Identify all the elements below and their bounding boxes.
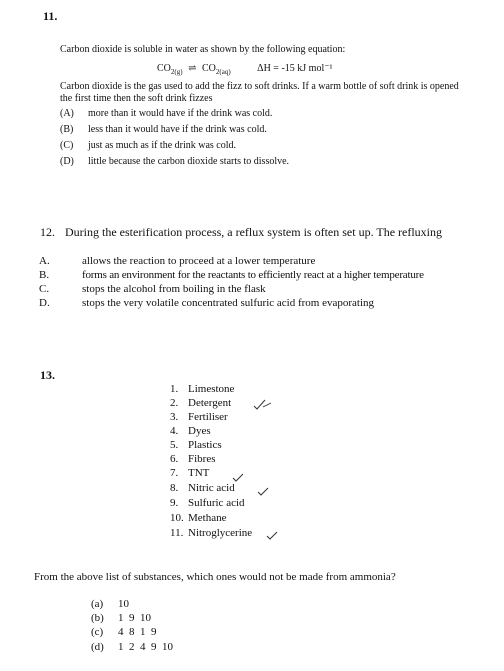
list-number: 5. — [170, 439, 179, 451]
answer-d — [91, 641, 173, 653]
question-11-option-b — [60, 124, 267, 135]
option-text: less than it would have if the drink was cold. — [88, 124, 267, 135]
list-number: 1. — [170, 383, 179, 395]
question-11-option-c — [60, 140, 236, 151]
question-12-option-d — [39, 297, 374, 309]
equation-rhs-state: 2(aq) — [215, 68, 231, 76]
list-number: 8. — [170, 482, 179, 494]
option-letter: (C) — [60, 140, 74, 151]
question-11-option-d — [60, 156, 289, 167]
list-number: 9. — [170, 497, 179, 509]
list-number: 11. — [170, 527, 184, 539]
answer-letter: (b) — [91, 612, 104, 624]
list-item-4 — [170, 425, 211, 437]
list-item-11 — [170, 527, 252, 539]
option-letter: (B) — [60, 124, 74, 135]
list-name: Detergent — [188, 397, 232, 409]
question-12-option-a — [39, 255, 315, 267]
option-text: allows the reaction to proceed at a lower temperature — [82, 255, 316, 267]
answer-letter: (c) — [91, 626, 104, 638]
question-12-stem: During the esterification process, a reflux system is often set up. The refluxing — [65, 225, 443, 239]
list-number: 2. — [170, 397, 179, 409]
list-name: Plastics — [188, 439, 222, 451]
list-item-2 — [170, 397, 231, 409]
answer-text: 1 2 4 9 10 — [118, 641, 173, 653]
list-item-10 — [170, 512, 226, 524]
option-letter: A. — [39, 255, 50, 267]
answer-text: 10 — [118, 598, 129, 610]
option-text: just as much as if the drink was cold. — [88, 140, 237, 151]
option-letter: D. — [39, 297, 50, 309]
answer-letter: (a) — [91, 598, 104, 610]
question-13-prompt: From the above list of substances, which ones would not be made from ammonia? — [34, 571, 396, 583]
question-11-stem-line-2: the first time then the soft drink fizzes — [60, 93, 213, 104]
answer-letter: (d) — [91, 641, 104, 653]
list-item-5 — [170, 439, 222, 451]
question-12-option-b — [39, 269, 424, 281]
list-number: 6. — [170, 453, 179, 465]
list-item-8 — [170, 482, 235, 494]
answer-c — [91, 626, 157, 638]
equation-lhs: CO — [157, 63, 171, 74]
list-name: Limestone — [188, 383, 235, 395]
answer-text: 1 9 10 — [118, 612, 151, 624]
equation-rhs: CO — [201, 63, 216, 74]
option-letter: (D) — [60, 156, 74, 167]
option-text: more than it would have if the drink was cold. — [88, 108, 273, 119]
list-name: TNT — [188, 467, 210, 479]
option-letter: (A) — [60, 108, 74, 119]
list-name: Sulfuric acid — [188, 497, 245, 509]
list-name: Methane — [188, 512, 227, 524]
list-item-1 — [170, 383, 234, 395]
question-11-number: 11. — [43, 9, 58, 23]
option-text: little because the carbon dioxide starts to dissolve. — [88, 156, 290, 167]
answer-text: 4 8 1 9 — [118, 626, 157, 638]
option-text: stops the alcohol from boiling in the flask — [82, 283, 266, 295]
list-item-6 — [170, 453, 216, 465]
question-11-intro: Carbon dioxide is soluble in water as shown by the following equation: — [60, 44, 346, 55]
option-letter: B. — [39, 269, 50, 281]
equation-lhs-state: 2(g) — [170, 68, 183, 76]
question-11-stem-line-1: Carbon dioxide is the gas used to add the fizz to soft drinks. If a warm bottle of soft drink is opened — [60, 81, 459, 92]
option-letter: C. — [39, 283, 50, 295]
answer-a — [91, 598, 129, 610]
option-text: forms an environment for the reactants to efficiently react at a higher temperature — [82, 269, 424, 281]
question-11-equation — [157, 63, 333, 76]
enthalpy-change: ΔH = -15 kJ mol⁻¹ — [257, 63, 333, 74]
question-12 — [40, 225, 442, 240]
question-13-number: 13. — [40, 368, 55, 382]
list-number: 4. — [170, 425, 179, 437]
question-11-option-a — [60, 108, 272, 119]
list-name: Nitric acid — [188, 482, 235, 494]
question-12-number: 12. — [40, 225, 55, 239]
list-name: Dyes — [188, 425, 211, 437]
option-text: stops the very volatile concentrated sulfuric acid from evaporating — [82, 297, 375, 309]
list-number: 3. — [170, 411, 179, 423]
list-number: 7. — [170, 467, 179, 479]
question-12-option-c — [39, 283, 266, 295]
handwritten-tick-icon — [232, 472, 246, 482]
list-item-9 — [170, 497, 245, 509]
list-item-3 — [170, 411, 228, 423]
handwritten-tick-icon — [266, 530, 280, 540]
answer-b — [91, 612, 151, 624]
list-name: Fibres — [188, 453, 216, 465]
list-name: Nitroglycerine — [188, 527, 253, 539]
list-item-7 — [170, 467, 209, 479]
list-number: 10. — [170, 512, 184, 524]
equilibrium-arrow: ⇌ — [188, 63, 197, 74]
handwritten-tick-icon — [253, 397, 273, 411]
list-name: Fertiliser — [188, 411, 228, 423]
handwritten-tick-icon — [257, 486, 271, 496]
